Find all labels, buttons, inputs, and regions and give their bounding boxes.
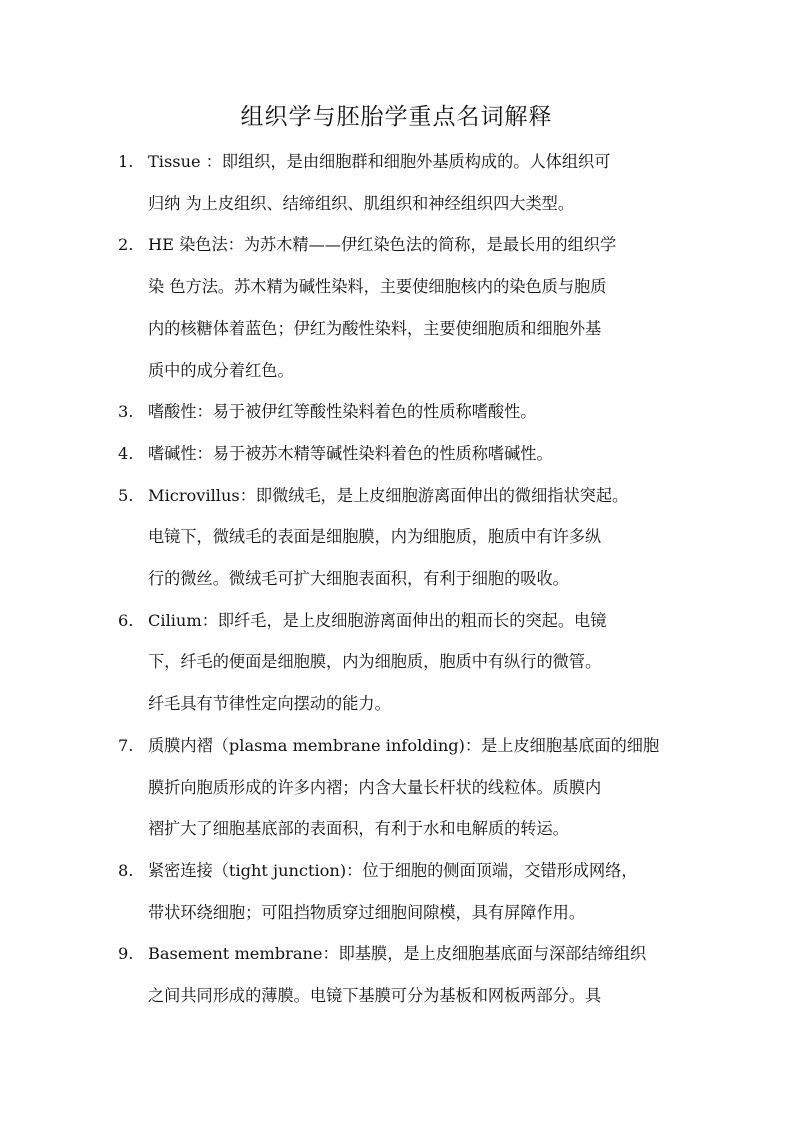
item-text-line: 紧密连接（tight junction)：位于细胞的侧面顶端，交错形成网络， xyxy=(148,860,638,880)
item-number: 4. xyxy=(118,443,134,463)
list-item xyxy=(118,725,678,850)
item-text-line: Tissue ：即组织，是由细胞群和细胞外基质构成的。人体组织可 xyxy=(148,152,611,171)
item-number: 5. xyxy=(118,485,134,505)
item-text-line: 染 色方法。苏木精为碱性染料，主要使细胞核内的染色质与胞质 xyxy=(148,277,607,297)
term-list xyxy=(118,141,678,1017)
item-text-line: 膜折向胞质形成的许多内褶；内含大量长杆状的线粒体。质膜内 xyxy=(148,777,602,797)
list-item xyxy=(118,391,678,433)
item-text-line: Cilium：即纤毛，是上皮细胞游离面伸出的粗而长的突起。电镜 xyxy=(148,610,607,630)
list-item xyxy=(118,850,678,933)
item-text-line: 质膜内褶（plasma membrane infolding)：是上皮细胞基底面的细胞 xyxy=(148,735,660,755)
list-item xyxy=(118,600,678,725)
page-title: 组织学与胚胎学重点名词解释 xyxy=(240,104,553,130)
item-text-line: HE 染色法：为苏木精——伊红染色法的简称，是最长用的组织学 xyxy=(148,235,617,255)
list-item xyxy=(118,141,678,224)
item-text-line: 嗜碱性：易于被苏木精等碱性染料着色的性质称嗜碱性。 xyxy=(148,443,553,463)
item-text-line: 嗜酸性：易于被伊红等酸性染料着色的性质称嗜酸性。 xyxy=(148,402,537,422)
item-number: 3. xyxy=(118,402,134,422)
item-text-line: 纤毛具有节律性定向摆动的能力。 xyxy=(148,694,391,714)
item-text-line: 行的微丝。微绒毛可扩大细胞表面积，有利于细胞的吸收。 xyxy=(148,569,569,589)
item-text-line: Basement membrane：即基膜，是上皮细胞基底面与深部结缔组织 xyxy=(148,944,647,964)
item-text-line: Microvillus：即微绒毛，是上皮细胞游离面伸出的微细指状突起。 xyxy=(148,485,629,505)
item-text-line: 带状环绕细胞；可阻挡物质穿过细胞间隙模，具有屏障作用。 xyxy=(148,902,586,922)
item-text-line: 下，纤毛的便面是细胞膜，内为细胞质，胞质中有纵行的微管。 xyxy=(148,652,602,672)
list-item xyxy=(118,433,678,475)
item-text-line: 褶扩大了细胞基底部的表面积，有利于水和电解质的转运。 xyxy=(148,819,569,839)
list-item xyxy=(118,475,678,600)
list-item xyxy=(118,933,678,1016)
list-item xyxy=(118,224,678,391)
item-number: 7. xyxy=(118,735,134,755)
item-text-line: 之间共同形成的薄膜。电镜下基膜可分为基板和网板两部分。具 xyxy=(148,986,602,1006)
item-text-line: 质中的成分着红色。 xyxy=(148,360,294,380)
item-text-line: 归纳 为上皮组织、结缔组织、肌组织和神经组织四大类型。 xyxy=(148,193,575,213)
item-text-line: 电镜下，微绒毛的表面是细胞膜，内为细胞质，胞质中有许多纵 xyxy=(148,527,602,547)
item-number: 2. xyxy=(118,235,134,255)
item-number: 8. xyxy=(118,860,134,880)
item-number: 9. xyxy=(118,944,134,964)
item-number: 6. xyxy=(118,610,134,630)
item-text-line: 内的核糖体着蓝色；伊红为酸性染料，主要使细胞质和细胞外基 xyxy=(148,318,602,338)
item-number: 1. xyxy=(118,152,134,171)
